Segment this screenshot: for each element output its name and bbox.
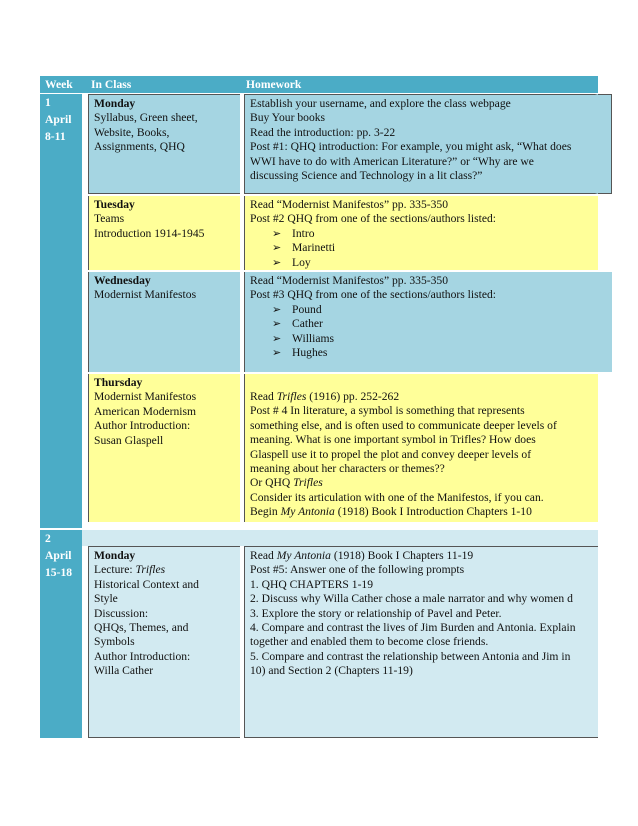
table-header bbox=[40, 76, 598, 93]
hw-line: 2. Discuss why Willa Cather chose a male narrator and why women d bbox=[250, 592, 573, 606]
class-line: Historical Context and bbox=[94, 577, 199, 591]
bullet-item: ➢ Pound bbox=[250, 303, 593, 317]
w1-thursday-class bbox=[88, 374, 240, 522]
header-week: Week bbox=[45, 78, 73, 91]
hw-line: 4. Compare and contrast the lives of Jim Burden and Antonia. Explain bbox=[250, 621, 576, 635]
w1-wednesday-homework bbox=[244, 272, 598, 372]
class-line: Willa Cather bbox=[94, 664, 154, 678]
class-line: QHQs, Themes, and bbox=[94, 621, 189, 635]
day-label: Monday bbox=[94, 97, 136, 110]
day-label: Wednesday bbox=[94, 274, 151, 287]
class-line: Author Introduction: bbox=[94, 649, 191, 663]
week-2-month: April bbox=[45, 549, 72, 562]
hw-line: Begin My Antonia (1918) Book I Introduction Chapters 1-10 bbox=[250, 505, 532, 519]
w1-monday-homework bbox=[244, 94, 598, 194]
class-line: Modernist Manifestos bbox=[94, 288, 197, 302]
hw-line: something else, and is often used to communicate deeper levels of bbox=[250, 418, 557, 432]
hw-line: together and enabled them to become close friends. bbox=[250, 635, 489, 649]
bullet-item: ➢ Hughes bbox=[250, 346, 593, 360]
w2-monday-class bbox=[88, 546, 240, 738]
hw-line: meaning about her characters or themes?? bbox=[250, 462, 445, 476]
bullet-item: ➢ Intro bbox=[250, 227, 593, 241]
week-2-number: 2 bbox=[45, 532, 51, 545]
hw-line: Glaspell use it to propel the plot and convey deeper levels of bbox=[250, 447, 532, 461]
hw-line: Read Trifles (1916) pp. 252-262 bbox=[250, 390, 400, 403]
week-1-cell bbox=[40, 94, 82, 528]
w1-tuesday-class bbox=[88, 196, 240, 270]
week-2-days: 15-18 bbox=[45, 566, 73, 579]
bullet-item: ➢ Marinetti bbox=[250, 241, 593, 255]
hw-line: Consider its articulation with one of the Manifestos, if you can. bbox=[250, 490, 544, 504]
hw-line: Read “Modernist Manifestos” pp. 335-350 bbox=[250, 274, 449, 287]
class-line: Introduction 1914-1945 bbox=[94, 226, 205, 240]
week-2-cell bbox=[40, 530, 82, 738]
w1-tuesday-homework bbox=[244, 196, 598, 270]
class-line: Teams bbox=[94, 212, 125, 226]
day-label: Thursday bbox=[94, 376, 143, 389]
header-in-class: In Class bbox=[91, 78, 132, 91]
hw-line: Read My Antonia (1918) Book I Chapters 11-19 bbox=[250, 549, 474, 562]
hw-line: WWI have to do with American Literature?” or “Why are we bbox=[250, 154, 534, 168]
hw-line: 10) and Section 2 (Chapters 11-19) bbox=[250, 664, 413, 678]
class-line: Author Introduction: bbox=[94, 419, 191, 433]
hw-line: Buy Your books bbox=[250, 111, 326, 125]
hw-line: Or QHQ Trifles bbox=[250, 476, 323, 490]
hw-line: 1. QHQ CHAPTERS 1-19 bbox=[250, 577, 374, 591]
w1-wednesday-class bbox=[88, 272, 240, 372]
class-line: Lecture: Trifles bbox=[94, 563, 166, 577]
class-line: Syllabus, Green sheet, bbox=[94, 111, 198, 125]
header-homework: Homework bbox=[246, 78, 302, 91]
class-line: Assignments, QHQ bbox=[94, 140, 185, 154]
bullet-item: ➢ Loy bbox=[250, 256, 593, 270]
day-label: Tuesday bbox=[94, 198, 135, 211]
hw-line: Post #5: Answer one of the following prompts bbox=[250, 563, 465, 577]
hw-line: Post #3 QHQ from one of the sections/authors listed: bbox=[250, 288, 497, 302]
class-line: Style bbox=[94, 592, 118, 606]
week-1-days: 8-11 bbox=[45, 130, 66, 143]
bullet-item: ➢ Cather bbox=[250, 317, 593, 331]
w1-monday-class bbox=[88, 94, 240, 194]
hw-line: 5. Compare and contrast the relationship between Antonia and Jim in bbox=[250, 649, 571, 663]
hw-line: Post #2 QHQ from one of the sections/authors listed: bbox=[250, 212, 497, 226]
hw-line: Read “Modernist Manifestos” pp. 335-350 bbox=[250, 198, 449, 211]
hw-line: Establish your username, and explore the class webpage bbox=[250, 97, 511, 110]
hw-line: meaning. What is one important symbol in Trifles? How does bbox=[250, 433, 536, 447]
hw-line: Read the introduction: pp. 3-22 bbox=[250, 125, 396, 139]
hw-line: discussing Science and Technology in a lit class?” bbox=[250, 169, 483, 183]
hw-line: Post #1: QHQ introduction: For example, you might ask, “What does bbox=[250, 140, 572, 154]
class-line: Discussion: bbox=[94, 606, 149, 620]
class-line: Susan Glaspell bbox=[94, 433, 164, 447]
week-1-number: 1 bbox=[45, 96, 51, 109]
bullet-item: ➢ Williams bbox=[250, 332, 593, 346]
hw-line: Post # 4 In literature, a symbol is something that represents bbox=[250, 404, 525, 418]
class-line: Website, Books, bbox=[94, 125, 170, 139]
class-line: American Modernism bbox=[94, 404, 197, 418]
class-line: Symbols bbox=[94, 635, 135, 649]
w2-monday-homework bbox=[244, 546, 598, 738]
hw-line: 3. Explore the story or relationship of Pavel and Peter. bbox=[250, 606, 502, 620]
class-line: Modernist Manifestos bbox=[94, 390, 197, 404]
day-label: Monday bbox=[94, 549, 136, 562]
w1-thursday-homework bbox=[244, 374, 598, 522]
week-1-month: April bbox=[45, 113, 72, 126]
